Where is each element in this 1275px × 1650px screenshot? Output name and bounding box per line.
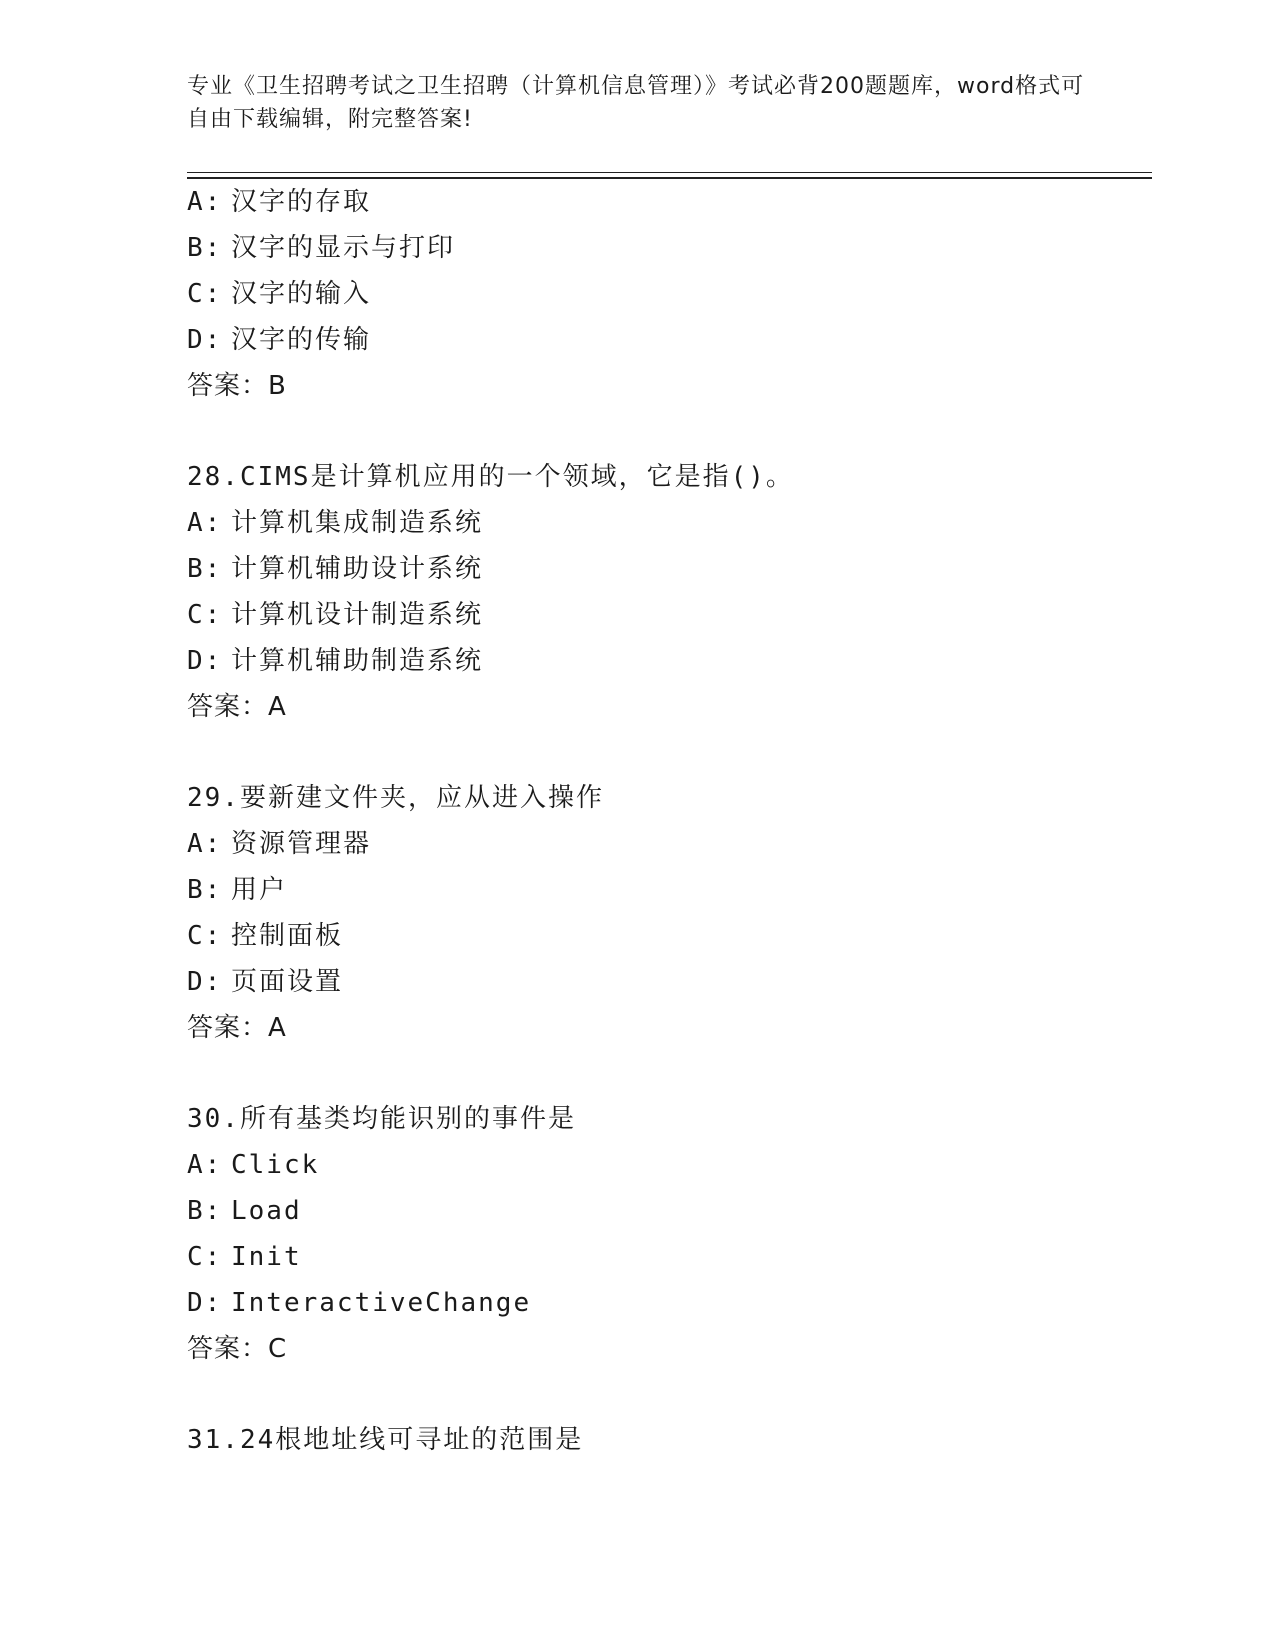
answer-line: 答案：A	[187, 1013, 287, 1043]
question-29	[187, 775, 1152, 1051]
option-d	[187, 638, 1152, 684]
option-key: C:	[187, 921, 223, 951]
option-a	[187, 500, 1152, 546]
document-header: 专业《卫生招聘考试之卫生招聘（计算机信息管理）》考试必背200题题库，word格式可自由下载编辑，附完整答案!	[187, 74, 1085, 132]
option-key: D:	[187, 646, 223, 676]
option-a	[187, 179, 1152, 225]
option-text: 汉字的传输	[231, 325, 372, 355]
answer-line: 答案：A	[187, 692, 287, 722]
option-a	[187, 1142, 1152, 1188]
option-d	[187, 959, 1152, 1005]
option-text: 控制面板	[231, 921, 344, 951]
option-c	[187, 1234, 1152, 1280]
option-key: D:	[187, 325, 223, 355]
answer-line: 答案：C	[187, 1334, 288, 1364]
question-text: 28.CIMS是计算机应用的一个领域，它是指()。	[187, 462, 794, 492]
option-key: A:	[187, 187, 223, 217]
question-text: 31.24根地址线可寻址的范围是	[187, 1425, 584, 1455]
option-text: Load	[231, 1196, 302, 1226]
option-c	[187, 592, 1152, 638]
option-key: C:	[187, 279, 223, 309]
question-30	[187, 1096, 1152, 1372]
option-b	[187, 225, 1152, 271]
option-key: A:	[187, 829, 223, 859]
option-b	[187, 1188, 1152, 1234]
option-key: D:	[187, 967, 223, 997]
option-c	[187, 913, 1152, 959]
question-31	[187, 1417, 1152, 1463]
option-key: A:	[187, 1150, 223, 1180]
header-divider	[187, 172, 1152, 179]
option-b	[187, 867, 1152, 913]
option-text: 汉字的存取	[231, 187, 372, 217]
option-key: D:	[187, 1288, 223, 1318]
document-page	[187, 70, 1152, 1463]
option-text: 页面设置	[231, 967, 344, 997]
option-key: C:	[187, 600, 223, 630]
option-key: B:	[187, 1196, 223, 1226]
option-text: 计算机辅助制造系统	[231, 646, 484, 676]
option-text: Click	[231, 1150, 320, 1180]
question-27	[187, 179, 1152, 409]
answer-line: 答案：B	[187, 371, 287, 401]
question-text: 30.所有基类均能识别的事件是	[187, 1104, 576, 1134]
option-key: B:	[187, 875, 223, 905]
option-text: 汉字的显示与打印	[231, 233, 456, 263]
option-text: 汉字的输入	[231, 279, 372, 309]
option-text: 计算机设计制造系统	[231, 600, 484, 630]
option-key: A:	[187, 508, 223, 538]
option-d	[187, 317, 1152, 363]
option-key: C:	[187, 1242, 223, 1272]
option-text: InteractiveChange	[231, 1288, 532, 1318]
option-key: B:	[187, 554, 223, 584]
option-text: 计算机辅助设计系统	[231, 554, 484, 584]
question-28	[187, 454, 1152, 730]
option-text: 计算机集成制造系统	[231, 508, 484, 538]
option-text: 资源管理器	[231, 829, 372, 859]
option-text: Init	[231, 1242, 302, 1272]
option-key: B:	[187, 233, 223, 263]
option-a	[187, 821, 1152, 867]
option-text: 用户	[231, 875, 288, 905]
option-c	[187, 271, 1152, 317]
option-d	[187, 1280, 1152, 1326]
option-b	[187, 546, 1152, 592]
question-text: 29.要新建文件夹，应从进入操作	[187, 783, 604, 813]
